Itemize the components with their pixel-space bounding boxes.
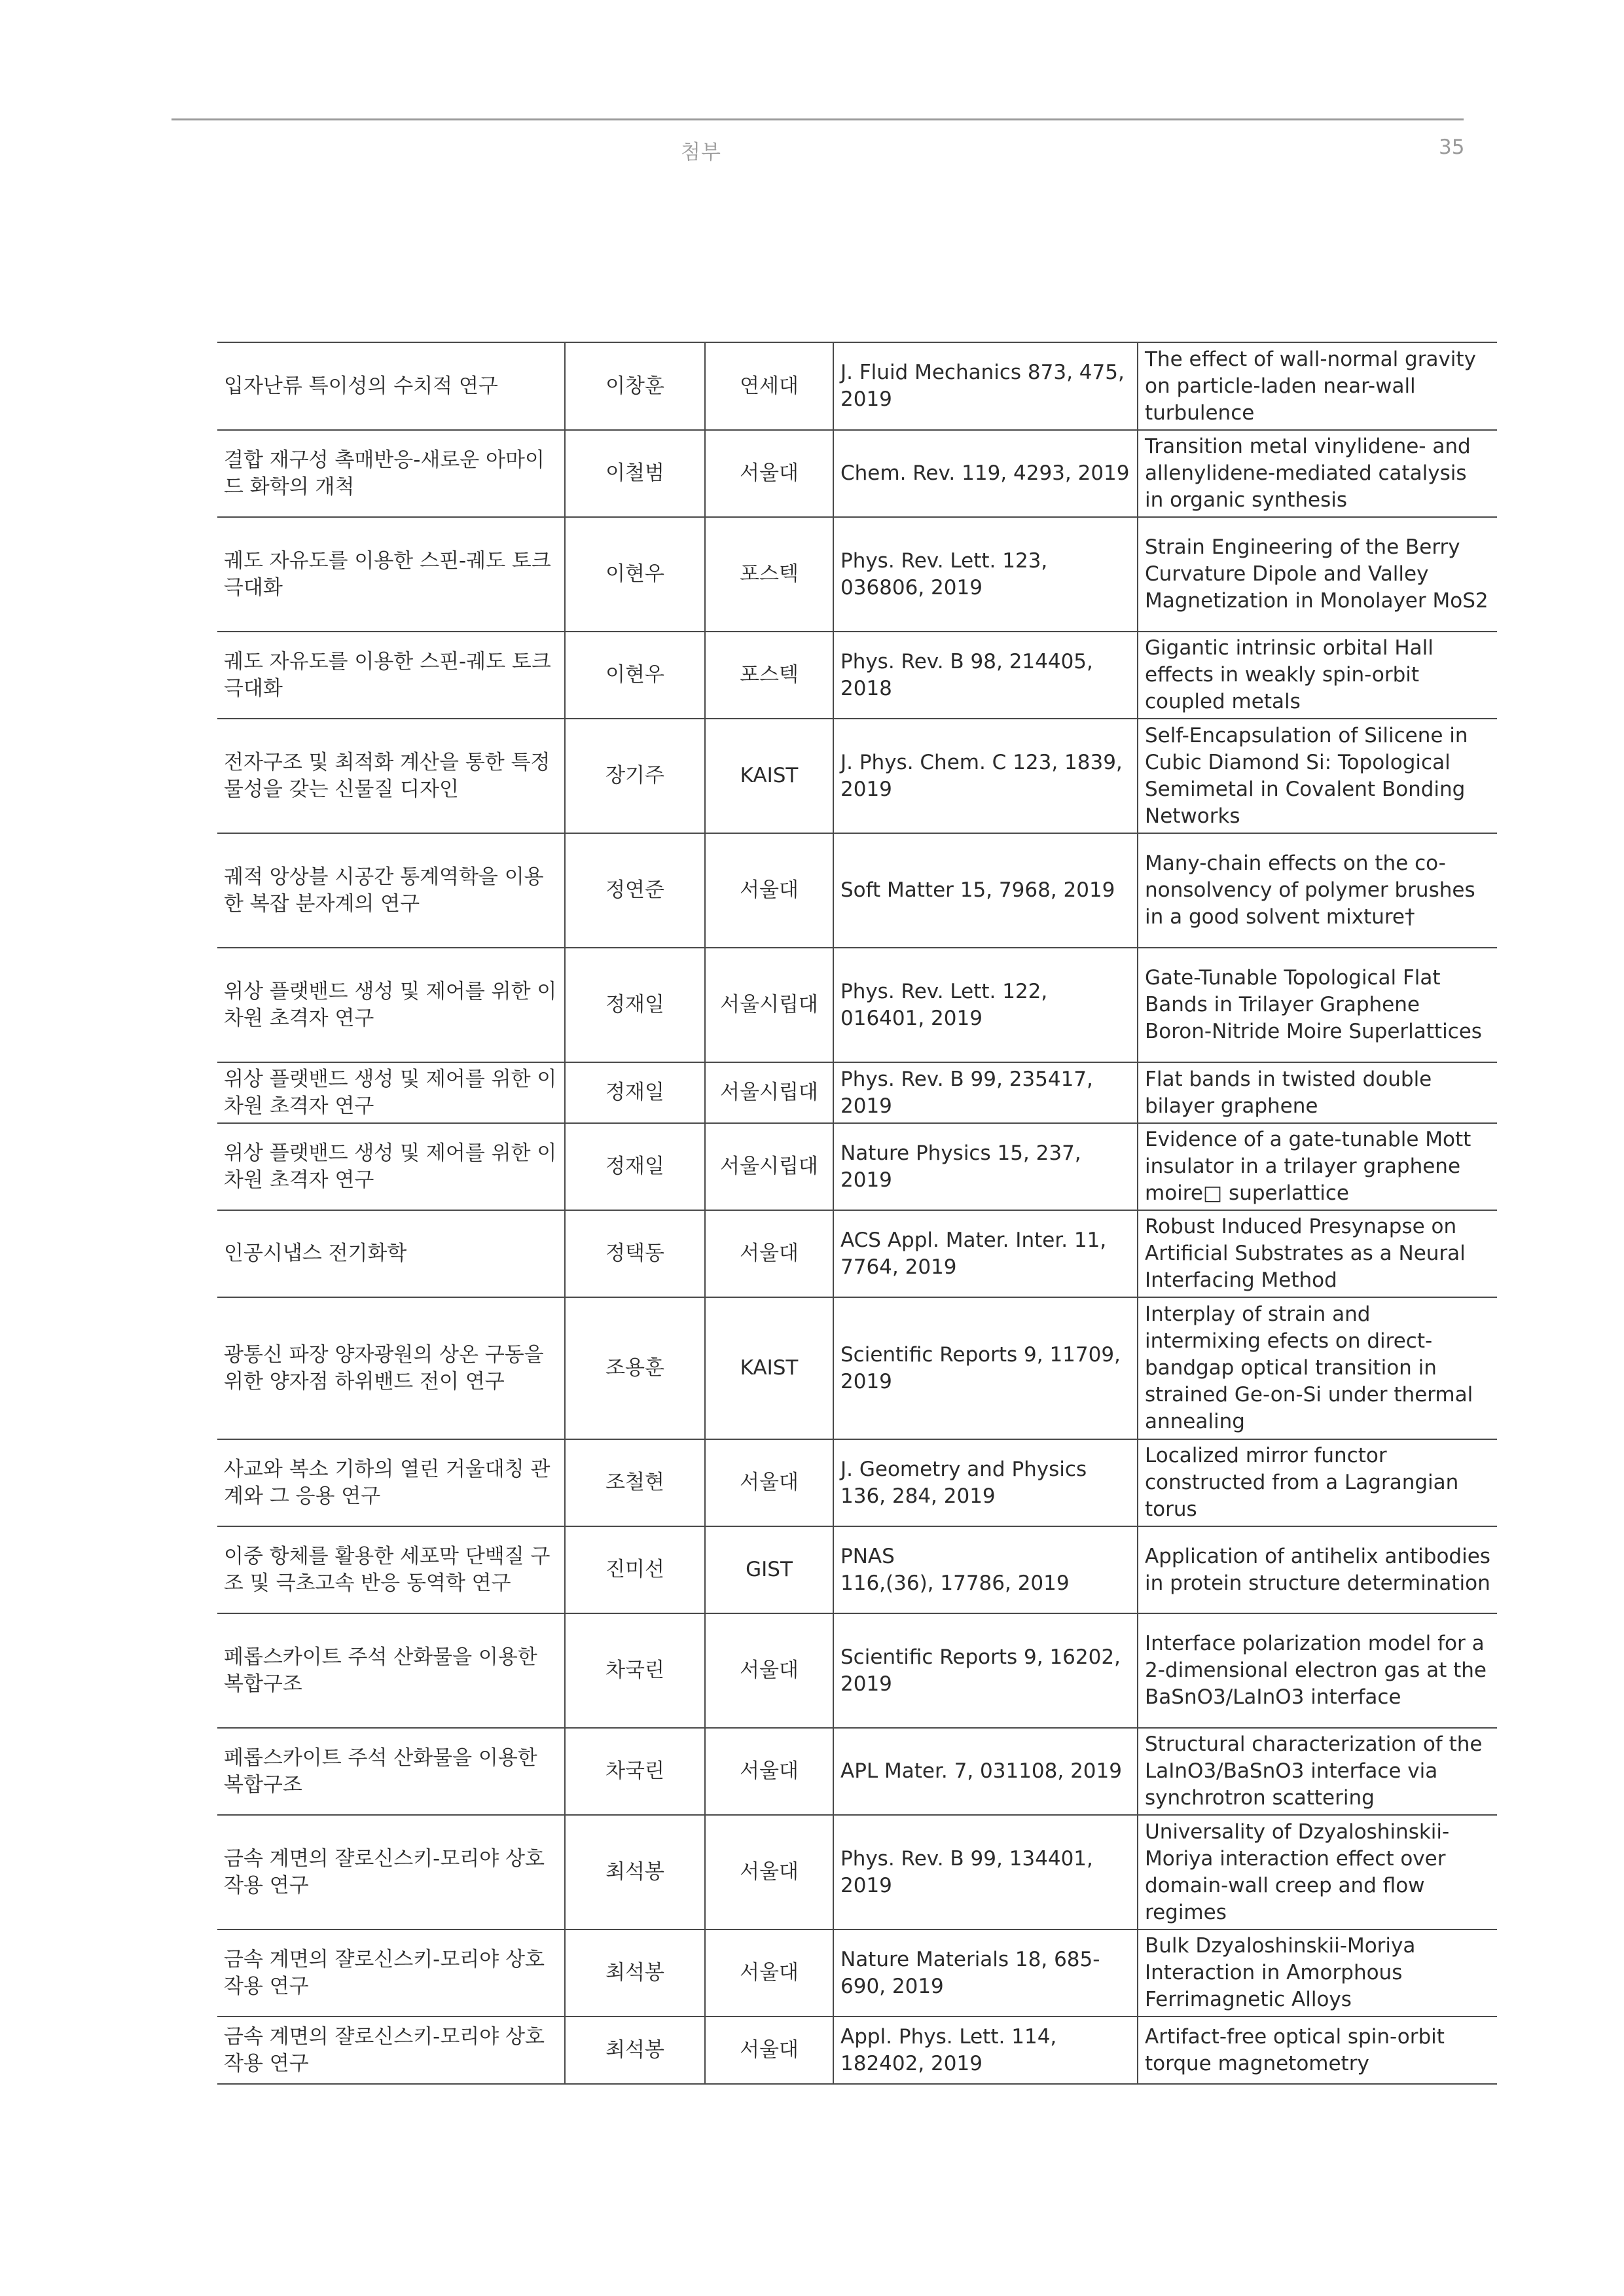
paper-title-cell: Strain Engineering of the Berry Curvature Dipole and Valley Magnetization in Monolayer MoS2 <box>1138 517 1497 632</box>
journal-cell: Phys. Rev. B 98, 214405, 2018 <box>833 632 1138 719</box>
researcher-name-cell: 정택동 <box>565 1210 705 1297</box>
institution-cell: 서울대 <box>705 430 833 517</box>
research-title-cell: 전자구조 및 최적화 계산을 통한 특정 물성을 갖는 신물질 디자인 <box>217 719 565 833</box>
table-row <box>217 1613 1497 1728</box>
researcher-name-cell: 정연준 <box>565 833 705 948</box>
researcher-name-cell: 진미선 <box>565 1526 705 1613</box>
table-row <box>217 1728 1497 1815</box>
table-row <box>217 1526 1497 1613</box>
journal-cell: Appl. Phys. Lett. 114, 182402, 2019 <box>833 2017 1138 2084</box>
paper-title-cell: Gigantic intrinsic orbital Hall effects in weakly spin-orbit coupled metals <box>1138 632 1497 719</box>
paper-title-cell: Evidence of a gate-tunable Mott insulator in a trilayer graphene moire□ superlattice <box>1138 1123 1497 1210</box>
researcher-name-cell: 조철현 <box>565 1439 705 1526</box>
paper-title-cell: Robust Induced Presynapse on Artificial Substrates as a Neural Interfacing Method <box>1138 1210 1497 1297</box>
researcher-name-cell: 이철범 <box>565 430 705 517</box>
institution-cell: 서울대 <box>705 1815 833 1929</box>
institution-cell: KAIST <box>705 719 833 833</box>
table-row <box>217 430 1497 517</box>
researcher-name-cell: 이현우 <box>565 632 705 719</box>
journal-cell: Soft Matter 15, 7968, 2019 <box>833 833 1138 948</box>
research-title-cell: 결합 재구성 촉매반응-새로운 아마이드 화학의 개척 <box>217 430 565 517</box>
journal-cell: J. Phys. Chem. C 123, 1839, 2019 <box>833 719 1138 833</box>
researcher-name-cell: 조용훈 <box>565 1297 705 1439</box>
institution-cell: 포스텍 <box>705 632 833 719</box>
research-title-cell: 궤적 앙상블 시공간 통계역학을 이용한 복잡 분자계의 연구 <box>217 833 565 948</box>
journal-cell: Nature Physics 15, 237, 2019 <box>833 1123 1138 1210</box>
research-title-cell: 사교와 복소 기하의 열린 거울대칭 관계와 그 응용 연구 <box>217 1439 565 1526</box>
research-title-cell: 위상 플랫밴드 생성 및 제어를 위한 이차원 초격자 연구 <box>217 1123 565 1210</box>
paper-title-cell: Localized mirror functor constructed from a Lagrangian torus <box>1138 1439 1497 1526</box>
section-label: 첨부 <box>681 141 721 164</box>
researcher-name-cell: 차국린 <box>565 1613 705 1728</box>
research-title-cell: 금속 계면의 쟐로신스키-모리야 상호작용 연구 <box>217 1929 565 2017</box>
table-row <box>217 1815 1497 1929</box>
institution-cell: 서울대 <box>705 833 833 948</box>
journal-cell: ACS Appl. Mater. Inter. 11, 7764, 2019 <box>833 1210 1138 1297</box>
paper-title-cell: Self-Encapsulation of Silicene in Cubic Diamond Si: Topological Semimetal in Covalent Bonding Networks <box>1138 719 1497 833</box>
table-row <box>217 632 1497 719</box>
institution-cell: 서울대 <box>705 1439 833 1526</box>
institution-cell: 서울대 <box>705 2017 833 2084</box>
research-title-cell: 궤도 자유도를 이용한 스핀-궤도 토크 극대화 <box>217 517 565 632</box>
paper-title-cell: Transition metal vinylidene- and allenylidene-mediated catalysis in organic synthesis <box>1138 430 1497 517</box>
institution-cell: 서울대 <box>705 1728 833 1815</box>
research-title-cell: 페롭스카이트 주석 산화물을 이용한 복합구조 <box>217 1728 565 1815</box>
table-row <box>217 517 1497 632</box>
researcher-name-cell: 장기주 <box>565 719 705 833</box>
journal-cell: J. Fluid Mechanics 873, 475, 2019 <box>833 342 1138 430</box>
journal-cell: Nature Materials 18, 685-690, 2019 <box>833 1929 1138 2017</box>
journal-cell: Phys. Rev. B 99, 235417, 2019 <box>833 1062 1138 1123</box>
research-title-cell: 위상 플랫밴드 생성 및 제어를 위한 이차원 초격자 연구 <box>217 948 565 1062</box>
table-row <box>217 2017 1497 2084</box>
table-row <box>217 1439 1497 1526</box>
research-title-cell: 인공시냅스 전기화학 <box>217 1210 565 1297</box>
researcher-name-cell: 정재일 <box>565 1123 705 1210</box>
journal-cell: Scientific Reports 9, 11709, 2019 <box>833 1297 1138 1439</box>
table-row <box>217 948 1497 1062</box>
researcher-name-cell: 정재일 <box>565 948 705 1062</box>
research-title-cell: 광통신 파장 양자광원의 상온 구동을 위한 양자점 하위밴드 전이 연구 <box>217 1297 565 1439</box>
table-row <box>217 1123 1497 1210</box>
institution-cell: 서울대 <box>705 1210 833 1297</box>
table-row <box>217 1929 1497 2017</box>
journal-cell: Phys. Rev. Lett. 123, 036806, 2019 <box>833 517 1138 632</box>
institution-cell: 서울시립대 <box>705 1123 833 1210</box>
table-row <box>217 719 1497 833</box>
paper-title-cell: Many-chain effects on the co-nonsolvency of polymer brushes in a good solvent mixture† <box>1138 833 1497 948</box>
researcher-name-cell: 이현우 <box>565 517 705 632</box>
awards-table-body <box>217 342 1497 2084</box>
table-row <box>217 1062 1497 1123</box>
researcher-name-cell: 최석봉 <box>565 2017 705 2084</box>
paper-title-cell: Gate-Tunable Topological Flat Bands in Trilayer Graphene Boron-Nitride Moire Superlattices <box>1138 948 1497 1062</box>
paper-title-cell: Structural characterization of the LaInO3/BaSnO3 interface via synchrotron scattering <box>1138 1728 1497 1815</box>
journal-cell: Chem. Rev. 119, 4293, 2019 <box>833 430 1138 517</box>
journal-cell: J. Geometry and Physics 136, 284, 2019 <box>833 1439 1138 1526</box>
journal-cell: Scientific Reports 9, 16202, 2019 <box>833 1613 1138 1728</box>
paper-title-cell: Interface polarization model for a 2-dimensional electron gas at the BaSnO3/LaInO3 interface <box>1138 1613 1497 1728</box>
table-row <box>217 833 1497 948</box>
research-title-cell: 궤도 자유도를 이용한 스핀-궤도 토크 극대화 <box>217 632 565 719</box>
paper-title-cell: Artifact-free optical spin-orbit torque magnetometry <box>1138 2017 1497 2084</box>
table-row <box>217 1297 1497 1439</box>
paper-title-cell: Application of antihelix antibodies in protein structure determination <box>1138 1526 1497 1613</box>
institution-cell: 서울시립대 <box>705 1062 833 1123</box>
research-title-cell: 금속 계면의 쟐로신스키-모리야 상호작용 연구 <box>217 1815 565 1929</box>
institution-cell: 포스텍 <box>705 517 833 632</box>
header-rule <box>171 118 1464 120</box>
institution-cell: 서울시립대 <box>705 948 833 1062</box>
researcher-name-cell: 차국린 <box>565 1728 705 1815</box>
paper-title-cell: Interplay of strain and intermixing efects on direct-bandgap optical transition in strained Ge-on-Si under thermal annealing <box>1138 1297 1497 1439</box>
table-row <box>217 342 1497 430</box>
journal-cell: Phys. Rev. Lett. 122, 016401, 2019 <box>833 948 1138 1062</box>
paper-title-cell: The effect of wall-normal gravity on particle-laden near-wall turbulence <box>1138 342 1497 430</box>
research-title-cell: 위상 플랫밴드 생성 및 제어를 위한 이차원 초격자 연구 <box>217 1062 565 1123</box>
institution-cell: GIST <box>705 1526 833 1613</box>
researcher-name-cell: 이창훈 <box>565 342 705 430</box>
researcher-name-cell: 최석봉 <box>565 1929 705 2017</box>
research-title-cell: 페롭스카이트 주석 산화물을 이용한 복합구조 <box>217 1613 565 1728</box>
page-number: 35 <box>1439 135 1465 159</box>
journal-cell: APL Mater. 7, 031108, 2019 <box>833 1728 1138 1815</box>
institution-cell: 연세대 <box>705 342 833 430</box>
research-title-cell: 금속 계면의 쟐로신스키-모리야 상호작용 연구 <box>217 2017 565 2084</box>
institution-cell: 서울대 <box>705 1929 833 2017</box>
table-row <box>217 1210 1497 1297</box>
research-title-cell: 이중 항체를 활용한 세포막 단백질 구조 및 극초고속 반응 동역학 연구 <box>217 1526 565 1613</box>
awards-table <box>217 342 1497 2085</box>
researcher-name-cell: 최석봉 <box>565 1815 705 1929</box>
research-title-cell: 입자난류 특이성의 수치적 연구 <box>217 342 565 430</box>
paper-title-cell: Universality of Dzyaloshinskii-Moriya interaction effect over domain-wall creep and flow regimes <box>1138 1815 1497 1929</box>
journal-cell: PNAS 116,(36), 17786, 2019 <box>833 1526 1138 1613</box>
institution-cell: 서울대 <box>705 1613 833 1728</box>
institution-cell: KAIST <box>705 1297 833 1439</box>
paper-title-cell: Flat bands in twisted double bilayer graphene <box>1138 1062 1497 1123</box>
researcher-name-cell: 정재일 <box>565 1062 705 1123</box>
journal-cell: Phys. Rev. B 99, 134401, 2019 <box>833 1815 1138 1929</box>
paper-title-cell: Bulk Dzyaloshinskii-Moriya Interaction in Amorphous Ferrimagnetic Alloys <box>1138 1929 1497 2017</box>
